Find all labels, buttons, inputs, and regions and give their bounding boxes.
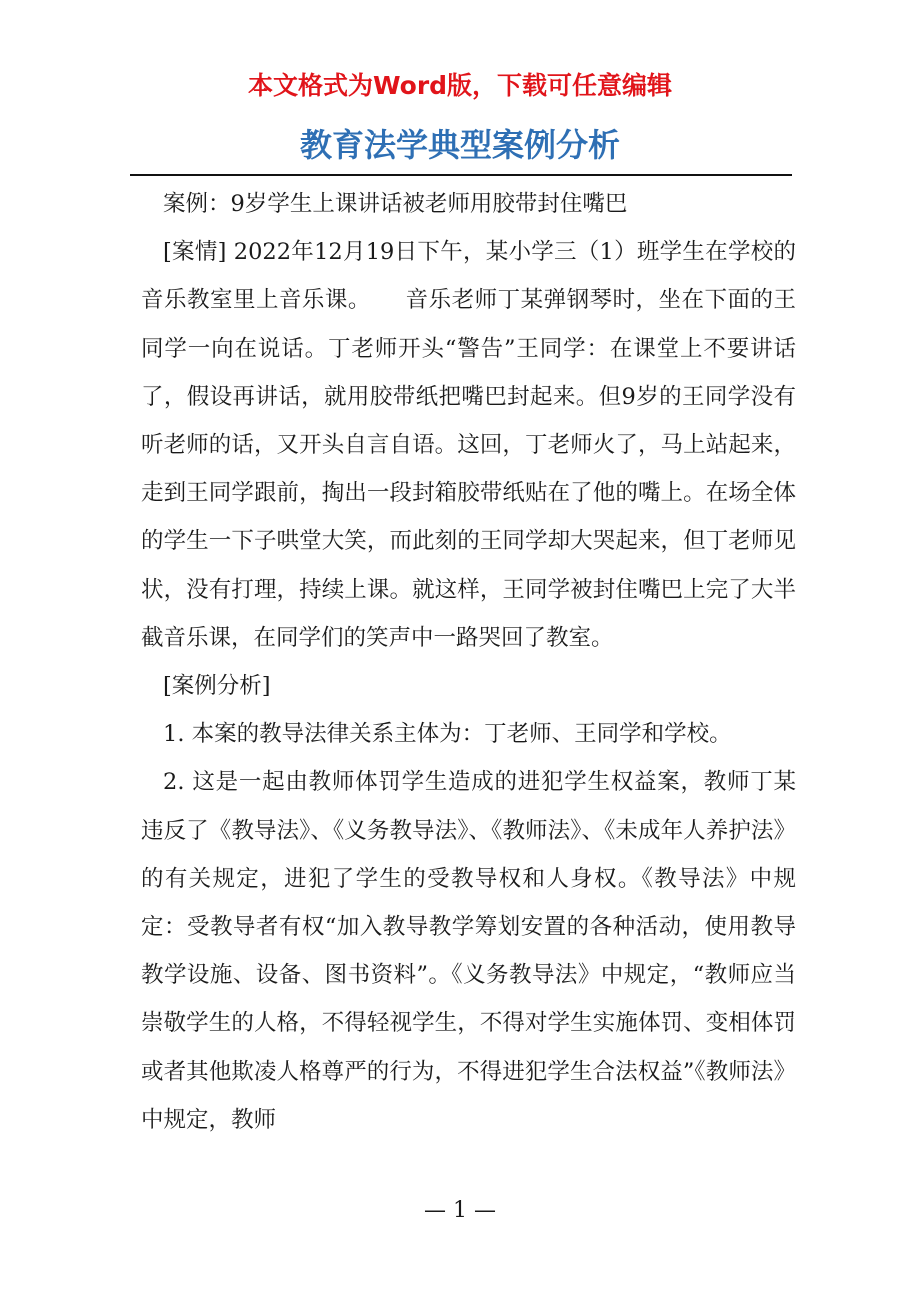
page-number: — 1 — [424,1198,496,1223]
analysis-point-1: 1. 本案的教导法律关系主体为：丁老师、王同学和学校。 [163,721,732,748]
title-divider [130,174,792,176]
analysis-point-2: 2. 这是一起由教师体罚学生造成的进犯学生权益案，教师丁某违反了《教导法》、《义务教导法》、《教师法》、《未成年人养护法》的有关规定，进犯了学生的受教导权和人身权。《教导法》中规定：受教导者有权“加入教导教学筹划安置的各种活动，使用教导教学设施、设备、图书资料”。《义务教导法》中规定，“教师应当崇敬学生的人格，不得轻视学生，不得对学生实施体罚、变相体罚或者其他欺凌人格尊严的行为，不得进犯学生合法权益”《教师法》中规定，教师 [141,769,796,1133]
document-body [141,180,796,1144]
format-banner: 本文格式为Word版，下载可任意编辑 [247,71,673,100]
case-facts-paragraph: [案情] 2022年12月19日下午，某小学三（1）班学生在学校的音乐教室里上音乐课。 音乐老师丁某弹钢琴时，坐在下面的王同学一向在说话。丁老师开头“警告”王同学：在课堂上不要讲话了，假设再讲话，就用胶带纸把嘴巴封起来。但9岁的王同学没有听老师的话，又开头自言自语。这回，丁老师火了，马上站起来，走到王同学跟前，掏出一段封箱胶带纸贴在了他的嘴上。在场全体的学生一下子哄堂大笑，而此刻的王同学却大哭起来，但丁老师见状，没有打理，持续上课。就这样，王同学被封住嘴巴上完了大半截音乐课，在同学们的笑声中一路哭回了教室。 [141,239,796,651]
document-title: 教育法学典型案例分析 [299,126,620,164]
case-heading: 案例：9岁学生上课讲话被老师用胶带封住嘴巴 [163,191,628,217]
analysis-heading: [案例分析] [163,673,271,700]
